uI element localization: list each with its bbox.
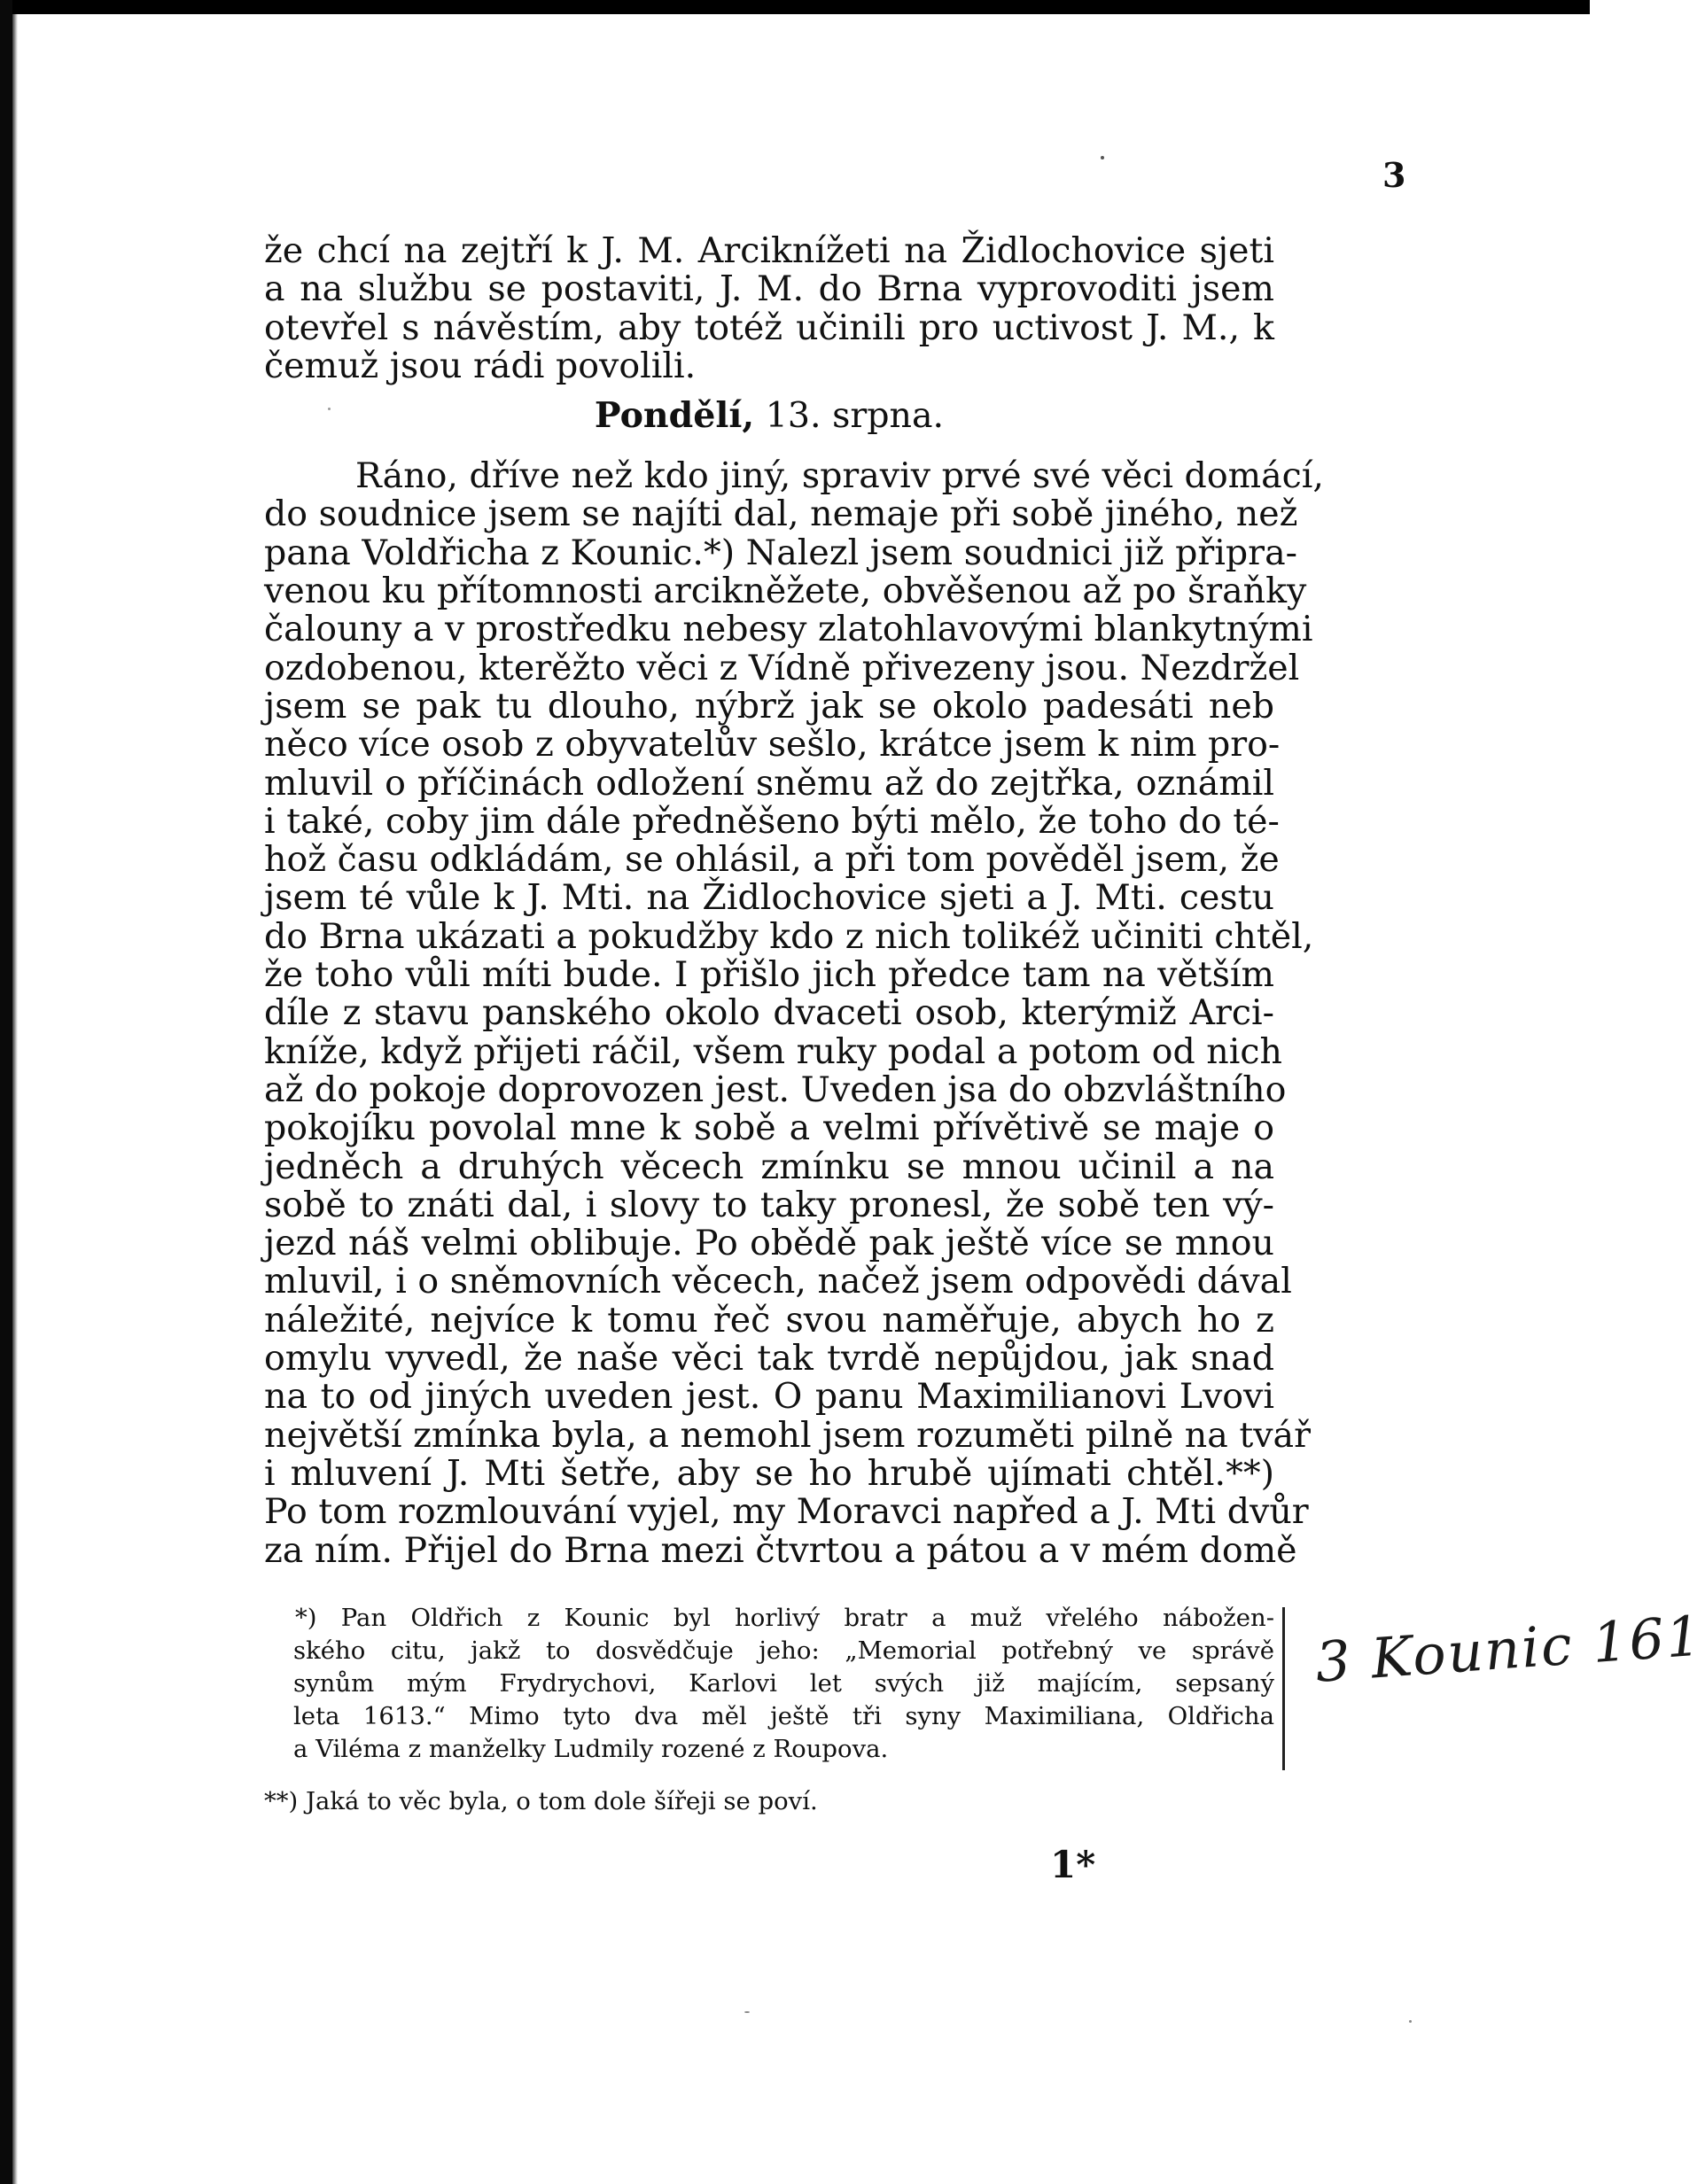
text-line: do soudnice jsem se najíti dal, nemaje při sobě jiného, než [264, 494, 1298, 535]
text-line: jezd náš velmi oblibuje. Po obědě pak ještě více se mnou [264, 1223, 1274, 1264]
day-heading [264, 397, 1274, 437]
text-line: náležité, nejvíce k tomu řeč svou naměřuje, abych ho z [264, 1299, 1274, 1341]
scan-left-shadow [12, 14, 18, 2184]
text-line: až do pokoje doprovozen jest. Uveden jsa do obzvláštního [264, 1069, 1287, 1110]
page-number: 3 [1382, 155, 1406, 195]
text-line: jsem se pak tu dlouho, nýbrž jak se okolo padesáti neb [264, 685, 1274, 727]
text-line: díle z stavu panského okolo dvaceti osob, kterýmiž Arci- [264, 992, 1274, 1034]
paragraph-2 [264, 455, 1324, 1571]
text-line: pokojíku povolal mne k sobě a velmi přívětivě se maje o [264, 1108, 1274, 1149]
text-line: mluvil, i o sněmovních věcech, načež jsem odpovědi dával [264, 1261, 1292, 1302]
footnote-line: synům mým Frydrychovi, Karlovi let svých již majícím, sepsaný [293, 1669, 1274, 1698]
text-line: sobě to znáti dal, i slovy to taky pronesl, že sobě ten vý- [264, 1184, 1274, 1225]
footnote-line: a Viléma z manželky Ludmily rozené z Roupova. [293, 1735, 889, 1763]
text-line: jedněch a druhých věcech zmínku se mnou učinil a na [264, 1146, 1274, 1187]
text-line: že chcí na zejtří k J. M. Arciknížeti na Židlochovice sjeti [264, 230, 1274, 271]
text-line: čalouny a v prostředku nebesy zlatohlavovými blankytnými [264, 609, 1313, 650]
scan-speck [744, 2011, 750, 2013]
scan-speck [1409, 2020, 1412, 2023]
paragraph-1 [264, 232, 1274, 385]
scan-top-edge [0, 0, 1590, 14]
footnote-line: leta 1613.“ Mimo tyto dva měl ještě tři syny Maximiliana, Oldřicha [293, 1702, 1274, 1730]
footnote-line: *) Pan Oldřich z Kounic byl horlivý bratr a muž vřelého nábožen- [295, 1604, 1274, 1632]
handwritten-margin-note: 3 Kounic 161 [1313, 1603, 1705, 1695]
footnotes [264, 1602, 1274, 1818]
text-line: za ním. Přijel do Brna mezi čtvrtou a pátou a v mém domě [264, 1529, 1297, 1571]
signature-mark: 1* [1050, 1843, 1096, 1886]
footnote-2: **) Jaká to věc byla, o tom dole šířeji se poví. [264, 1787, 818, 1815]
text-line: Po tom rozmlouvání vyjel, my Moravci napřed a J. Mti dvůr [264, 1491, 1309, 1533]
text-line: jsem té vůle k J. Mti. na Židlochovice sjeti a J. Mti. cestu [264, 877, 1274, 919]
text-line: omylu vyvedl, že naše věci tak tvrdě nepůjdou, jak snad [264, 1338, 1274, 1380]
text-line: do Brna ukázati a pokudžby kdo z nich tolikéž učiniti chtěl, [264, 915, 1314, 957]
text-line: ozdobenou, kterěžto věci z Vídně přivezeny jsou. Nezdržel [264, 647, 1300, 688]
footnote-line: ského citu, jakž to dosvědčuje jeho: „Memorial potřebný ve správě [293, 1636, 1274, 1665]
main-text [264, 230, 1324, 1571]
text-line: venou ku přítomnosti arcikněžete, obvěšenou až po šraňky [264, 571, 1307, 612]
text-line: i také, coby jim dále předněšeno býti mělo, že toho do té- [264, 800, 1280, 842]
footnote-1 [264, 1602, 1274, 1766]
text-line: kníže, když přijeti ráčil, všem ruky podal a potom od nich [264, 1030, 1282, 1072]
text-line: otevřel s návěstím, aby totéž učinili pro uctivost J. M., k [264, 307, 1274, 348]
scan-left-edge [0, 0, 12, 2184]
footnote-margin-bracket [1282, 1607, 1285, 1770]
text-line: a na službu se postaviti, J. M. do Brna vyprovoditi jsem [264, 268, 1274, 310]
text-line: něco více osob z obyvatelův sešlo, krátce jsem k nim pro- [264, 724, 1281, 766]
text-line: největší zmínka byla, a nemohl jsem rozuměti pilně na tvář [264, 1414, 1311, 1456]
text-line: mluvil o příčinách odložení sněmu až do zejtřka, oznámil [264, 762, 1274, 804]
scan-speck [1101, 156, 1104, 159]
text-line: hož času odkládám, se ohlásil, a při tom pověděl jsem, že [264, 839, 1280, 881]
text-line: pana Voldřicha z Kounic.*) Nalezl jsem soudnici již připra- [264, 532, 1297, 573]
text-line: na to od jiných uveden jest. O panu Maximilianovi Lvovi [264, 1376, 1274, 1418]
text-line: i mluvení J. Mti šetře, aby se ho hrubě ujímati chtěl.**) [264, 1452, 1274, 1494]
text-line: čemuž jsou rádi povolili. [264, 345, 697, 386]
text-line: že toho vůli míti bude. I přišlo jich předce tam na větším [264, 954, 1274, 996]
heading-date: 13. srpna. [765, 395, 945, 437]
text-line: Ráno, dříve než kdo jiný, spraviv prvé své věci domácí, [355, 455, 1324, 497]
heading-day: Pondělí, [594, 395, 755, 437]
